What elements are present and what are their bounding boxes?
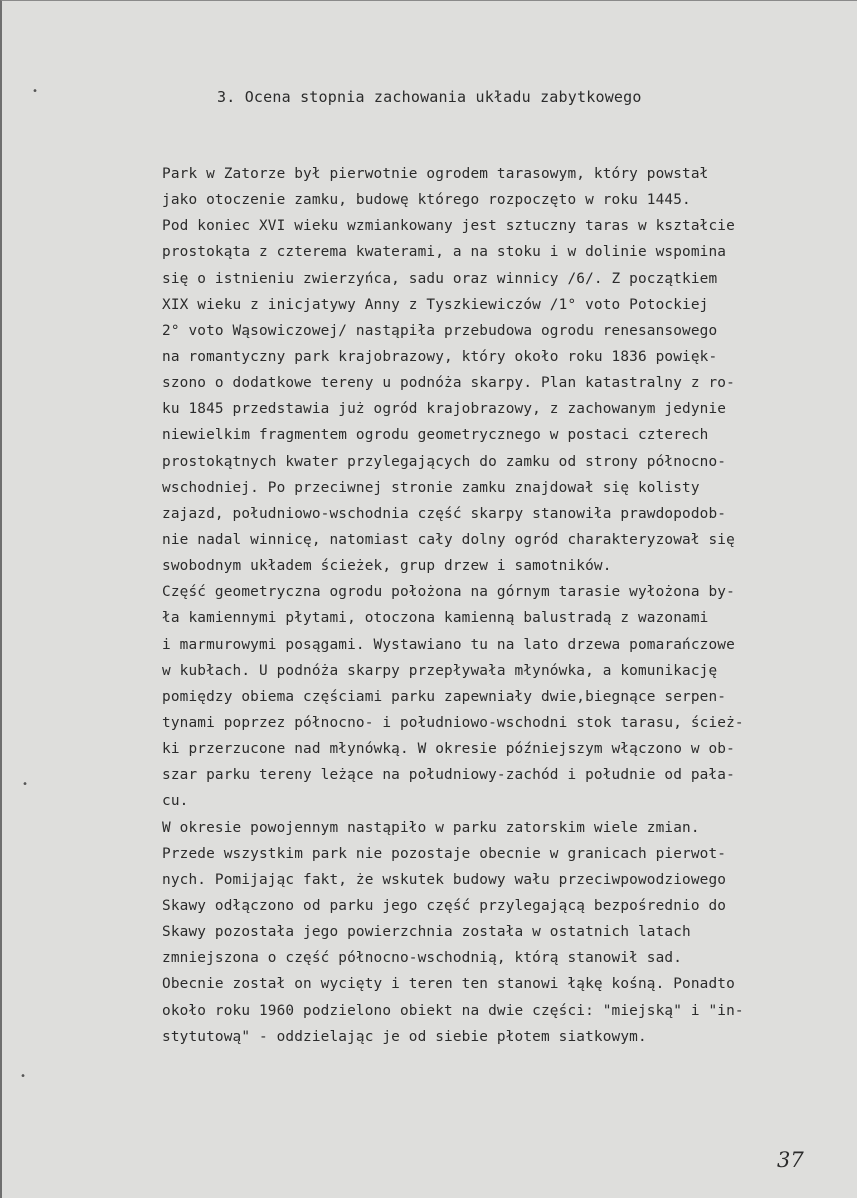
text-line: nych. Pomijając fakt, że wskutek budowy wału przeciwpowodziowego bbox=[162, 871, 727, 888]
scan-speck: • bbox=[32, 86, 39, 97]
text-line: swobodnym układem ścieżek, grup drzew i samotników. bbox=[162, 558, 612, 575]
text-line: niewielkim fragmentem ogrodu geometrycznego w postaci czterech bbox=[162, 427, 709, 444]
text-line: zajazd, południowo-wschodnia część skarpy stanowiła prawdopodob- bbox=[162, 505, 727, 522]
text-line: ki przerzucone nad młynówką. W okresie późniejszym włączono w ob- bbox=[162, 741, 735, 758]
scan-speck: • bbox=[20, 1071, 27, 1082]
text-line: 2° voto Wąsowiczowej/ nastąpiła przebudowa ogrodu renesansowego bbox=[162, 322, 718, 339]
text-line: tynami poprzez północno- i południowo-wschodni stok tarasu, ścież- bbox=[162, 714, 744, 731]
text-line: się o istnieniu zwierzyńca, sadu oraz winnicy /6/. Z początkiem bbox=[162, 270, 718, 287]
text-line: Część geometryczna ogrodu położona na górnym tarasie wyłożona by- bbox=[162, 584, 735, 601]
text-line: Pod koniec XVI wieku wzmiankowany jest sztuczny taras w kształcie bbox=[162, 218, 735, 235]
body-text bbox=[162, 161, 852, 1050]
text-line: zmniejszona o część północno-wschodnią, którą stanowił sad. bbox=[162, 950, 683, 967]
text-line: Park w Zatorze był pierwotnie ogrodem tarasowym, który powstał bbox=[162, 166, 709, 182]
text-line: w kubłach. U podnóża skarpy przepływała młynówka, a komunikację bbox=[162, 662, 718, 679]
text-line: szar parku tereny leżące na południowy-zachód i południe od pała- bbox=[162, 767, 735, 784]
text-line: szono o dodatkowe tereny u podnóża skarpy. Plan katastralny z ro- bbox=[162, 375, 735, 392]
text-line: XIX wieku z inicjatywy Anny z Tyszkiewiczów /1° voto Potockiej bbox=[162, 296, 709, 313]
section-heading: 3. Ocena stopnia zachowania układu zabytkowego bbox=[217, 88, 642, 106]
text-line: ku 1845 przedstawia już ogród krajobrazowy, z zachowanym jedynie bbox=[162, 401, 727, 418]
text-line: około roku 1960 podzielono obiekt na dwie części: "miejską" i "in- bbox=[162, 1002, 744, 1019]
text-line: Przede wszystkim park nie pozostaje obecnie w granicach pierwot- bbox=[162, 845, 727, 862]
text-line: i marmurowymi posągami. Wystawiano tu na lato drzewa pomarańczowe bbox=[162, 636, 735, 653]
text-line: pomiędzy obiema częściami parku zapewniały dwie,biegnące serpen- bbox=[162, 688, 727, 705]
page-number: 37 bbox=[777, 1148, 804, 1172]
text-line: Skawy pozostała jego powierzchnia została w ostatnich latach bbox=[162, 924, 691, 941]
text-line: jako otoczenie zamku, budowę którego rozpoczęto w roku 1445. bbox=[162, 192, 691, 209]
text-line: Skawy odłączono od parku jego część przylegającą bezpośrednio do bbox=[162, 897, 727, 914]
text-line: prostokątnych kwater przylegających do zamku od strony północno- bbox=[162, 453, 727, 470]
scan-speck: • bbox=[22, 779, 29, 790]
text-line: stytutową" - oddzielając je od siebie płotem siatkowym. bbox=[162, 1028, 647, 1045]
text-line: cu. bbox=[162, 793, 189, 810]
text-line: W okresie powojennym nastąpiło w parku zatorskim wiele zmian. bbox=[162, 819, 700, 836]
text-line: nie nadal winnicę, natomiast cały dolny ogród charakteryzował się bbox=[162, 531, 735, 548]
text-line: prostokąta z czterema kwaterami, a na stoku i w dolinie wspomina bbox=[162, 244, 727, 261]
text-line: Obecnie został on wycięty i teren ten stanowi łąkę kośną. Ponadto bbox=[162, 976, 735, 993]
text-line: na romantyczny park krajobrazowy, który około roku 1836 powięk- bbox=[162, 348, 718, 365]
text-line: wschodniej. Po przeciwnej stronie zamku znajdował się kolisty bbox=[162, 479, 700, 496]
text-line: ła kamiennymi płytami, otoczona kamienną balustradą z wazonami bbox=[162, 610, 709, 627]
